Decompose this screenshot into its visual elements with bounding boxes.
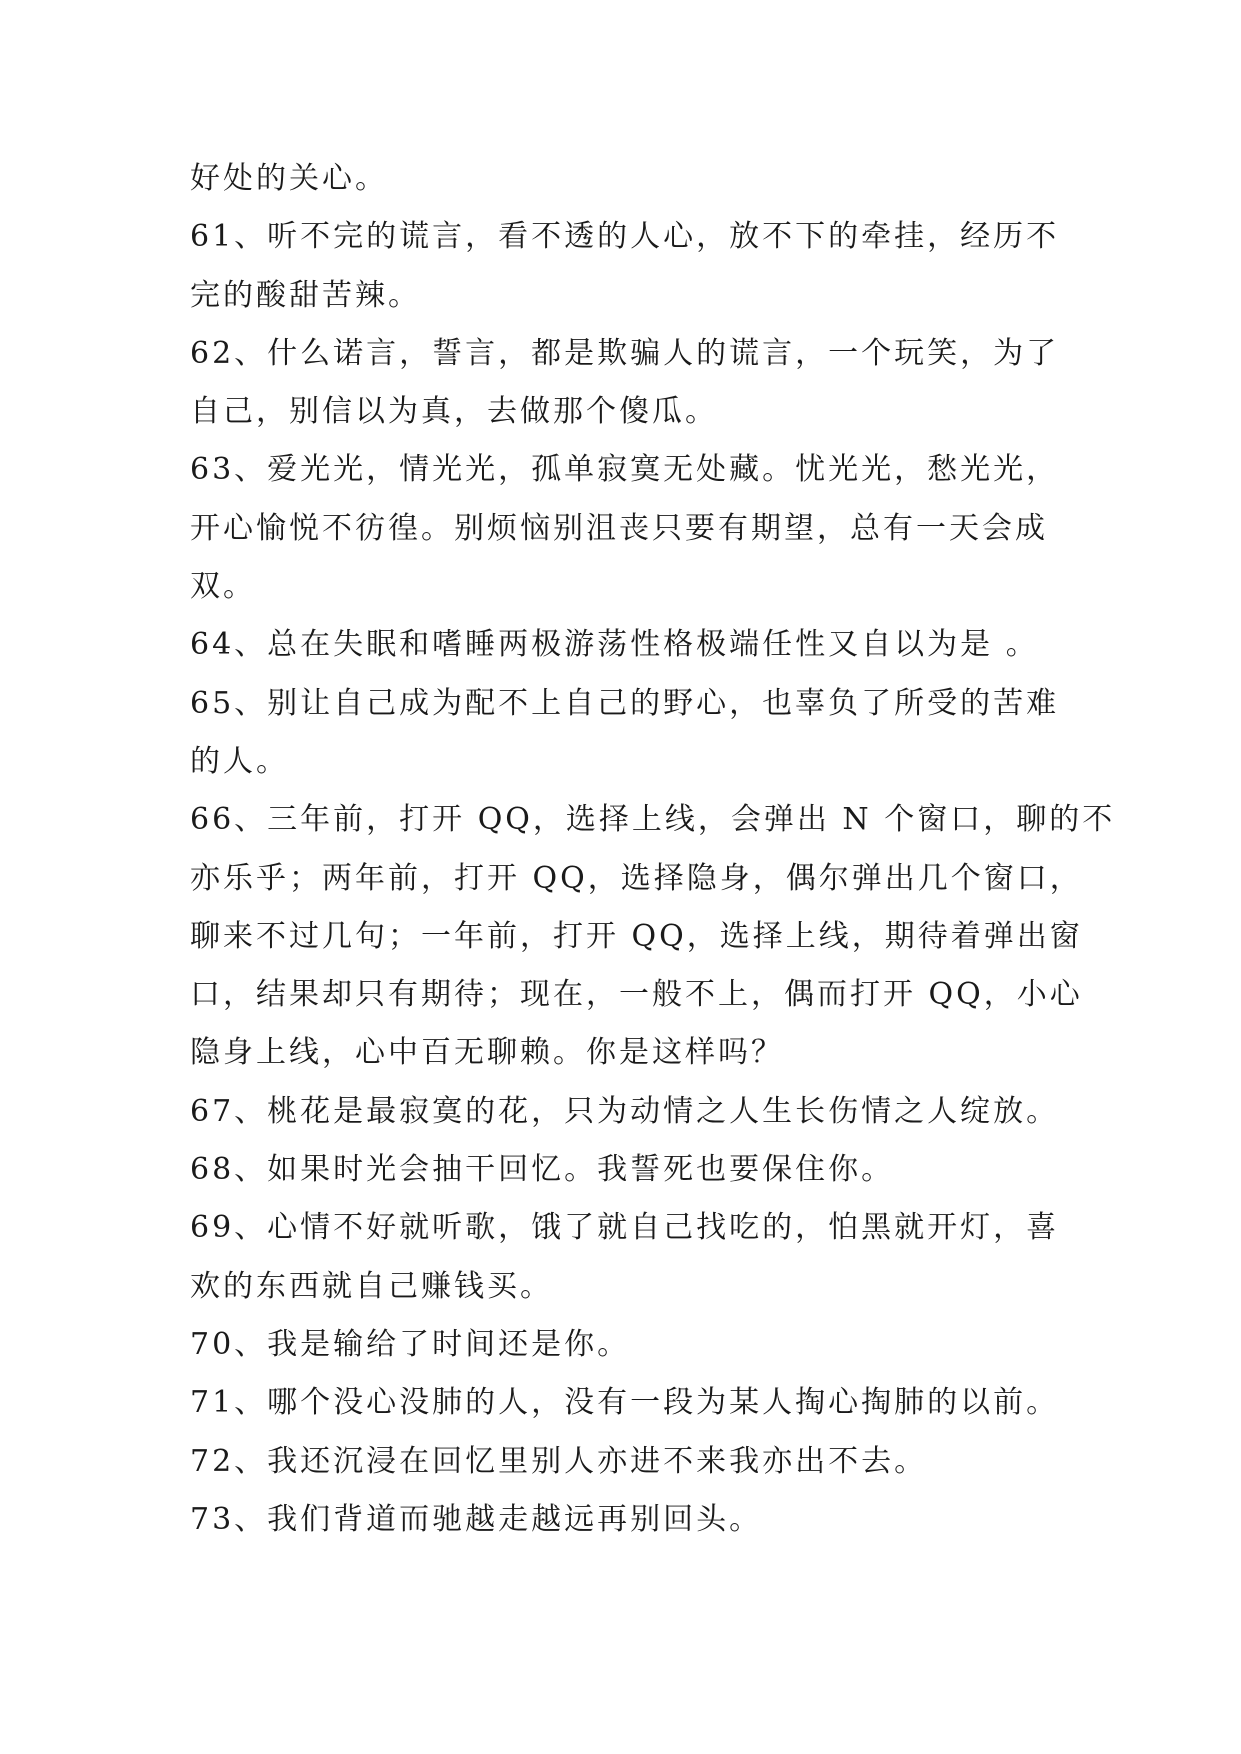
text-line: 69、心情不好就听歌，饿了就自己找吃的，怕黑就开灯，喜 [190, 1210, 1060, 1246]
text-line: 65、别让自己成为配不上自己的野心，也辜负了所受的苦难 [190, 685, 1060, 721]
text-line: 的人。 [190, 743, 289, 779]
text-line: 欢的东西就自己赚钱买。 [190, 1268, 553, 1304]
text-line: 双。 [190, 569, 256, 605]
text-line: 67、桃花是最寂寞的花，只为动情之人生长伤情之人绽放。 [190, 1093, 1060, 1129]
text-line: 71、哪个没心没肺的人，没有一段为某人掏心掏肺的以前。 [190, 1385, 1060, 1421]
text-line: 73、我们背道而驰越走越远再别回头。 [190, 1501, 763, 1537]
text-line: 隐身上线，心中百无聊赖。你是这样吗？ [190, 1035, 784, 1071]
text-line: 70、我是输给了时间还是你。 [190, 1326, 631, 1362]
text-line: 72、我还沉浸在回忆里别人亦进不来我亦出不去。 [190, 1443, 928, 1479]
text-line: 64、总在失眠和嗜睡两极游荡性格极端任性又自以为是 。 [190, 627, 1039, 663]
text-line: 口，结果却只有期待；现在，一般不上，偶而打开 QQ，小心 [190, 977, 1083, 1013]
document-page [190, 150, 1116, 1549]
text-line: 好处的关心。 [190, 161, 388, 196]
text-line: 开心愉悦不彷徨。别烦恼别沮丧只要有期望，总有一天会成 [190, 510, 1048, 546]
text-line: 68、如果时光会抽干回忆。我誓死也要保住你。 [190, 1152, 895, 1188]
text-line: 聊来不过几句；一年前，打开 QQ，选择上线，期待着弹出窗 [190, 918, 1083, 954]
text-line: 62、什么诺言，誓言，都是欺骗人的谎言，一个玩笑，为了 [190, 335, 1060, 371]
text-line: 61、听不完的谎言，看不透的人心，放不下的牵挂，经历不 [190, 219, 1060, 255]
text-line: 63、爱光光，情光光，孤单寂寞无处藏。忧光光，愁光光， [190, 452, 1060, 488]
text-line: 66、三年前，打开 QQ，选择上线，会弹出 N 个窗口，聊的不 [190, 802, 1116, 838]
text-line: 完的酸甜苦辣。 [190, 277, 421, 313]
text-line: 自己，别信以为真，去做那个傻瓜。 [190, 394, 718, 430]
text-line: 亦乐乎；两年前，打开 QQ，选择隐身，偶尔弹出几个窗口， [190, 860, 1083, 896]
